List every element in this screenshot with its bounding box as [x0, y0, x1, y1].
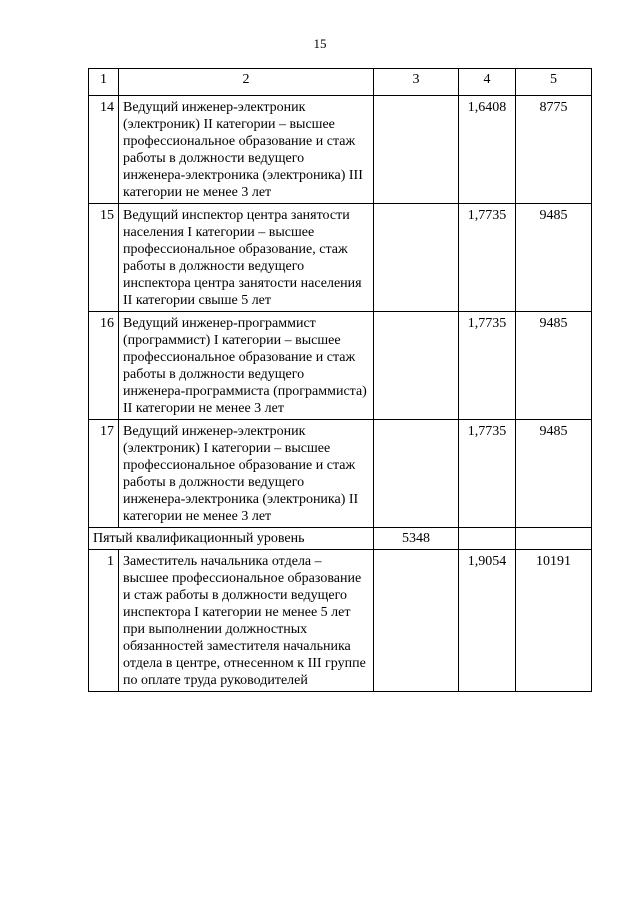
salary-table	[88, 68, 592, 692]
header-cell-4: 4	[459, 69, 516, 96]
empty-cell	[459, 528, 516, 550]
salary-cell: 9485	[516, 204, 592, 312]
position-description: Ведущий инженер-программист (программист) I категории – высшее профессиональное образование и стаж работы в должности ведущего инженера-программиста (программиста) II категории не менее 3 лет	[119, 312, 374, 420]
position-description: Ведущий инженер-электроник (электроник) II категории – высшее профессиональное образование и стаж работы в должности ведущего инженера-электроника (электроника) III категории не менее 3 лет	[119, 96, 374, 204]
qualification-level-title: Пятый квалификационный уровень	[89, 528, 374, 550]
table-row	[89, 96, 592, 204]
position-description: Ведущий инспектор центра занятости населения I категории – высшее профессиональное образование, стаж работы в должности ведущего инспектора центра занятости населения II категории свыше 5 лет	[119, 204, 374, 312]
table-header-row	[89, 69, 592, 96]
header-cell-3: 3	[374, 69, 459, 96]
header-cell-2: 2	[119, 69, 374, 96]
position-description: Ведущий инженер-электроник (электроник) I категории – высшее профессиональное образование и стаж работы в должности ведущего инженера-электроника (электроника) II категории не менее 3 лет	[119, 420, 374, 528]
table-row	[89, 312, 592, 420]
coefficient-cell: 1,9054	[459, 550, 516, 692]
row-number: 1	[89, 550, 119, 692]
table-row	[89, 420, 592, 528]
base-salary-cell	[374, 312, 459, 420]
row-number: 15	[89, 204, 119, 312]
row-number: 17	[89, 420, 119, 528]
salary-cell: 9485	[516, 420, 592, 528]
coefficient-cell: 1,7735	[459, 420, 516, 528]
salary-cell: 10191	[516, 550, 592, 692]
coefficient-cell: 1,7735	[459, 204, 516, 312]
salary-cell: 9485	[516, 312, 592, 420]
table-row	[89, 204, 592, 312]
table-row	[89, 550, 592, 692]
base-salary-cell	[374, 204, 459, 312]
header-cell-5: 5	[516, 69, 592, 96]
base-salary-cell	[374, 550, 459, 692]
coefficient-cell: 1,7735	[459, 312, 516, 420]
base-salary-cell	[374, 96, 459, 204]
salary-cell: 8775	[516, 96, 592, 204]
position-description: Заместитель начальника отдела – высшее профессиональное образование и стаж работы в должности ведущего инспектора I категории не менее 5 лет при выполнении должностных обязанностей заместителя начальника отдела в центре, отнесенном к III группе по оплате труда руководителей	[119, 550, 374, 692]
header-cell-1: 1	[89, 69, 119, 96]
page-number: 15	[313, 36, 327, 51]
row-number: 16	[89, 312, 119, 420]
coefficient-cell: 1,6408	[459, 96, 516, 204]
row-number: 14	[89, 96, 119, 204]
qualification-level-row	[89, 528, 592, 550]
base-salary-cell	[374, 420, 459, 528]
qualification-level-base-salary: 5348	[374, 528, 459, 550]
empty-cell	[516, 528, 592, 550]
